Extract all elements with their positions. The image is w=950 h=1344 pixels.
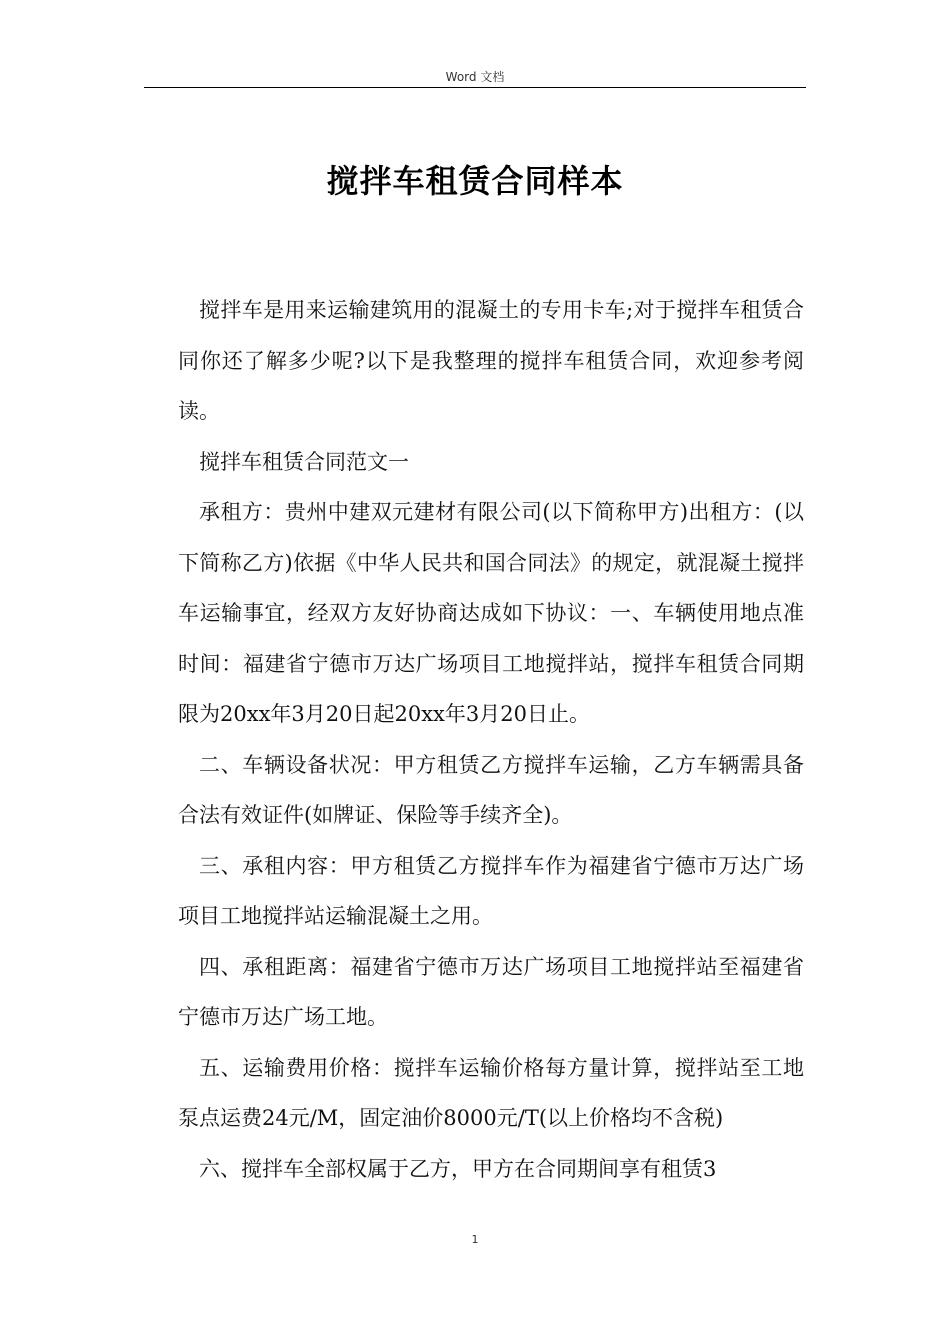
document-body [178, 285, 804, 1194]
paragraph-intro: 搅拌车是用来运输建筑用的混凝土的专用卡车;对于搅拌车租赁合同你还了解多少呢?以下是我整理的搅拌车租赁合同，欢迎参考阅读。 [178, 298, 804, 423]
paragraph-clause-2: 二、车辆设备状况：甲方租赁乙方搅拌车运输，乙方车辆需具备合法有效证件(如牌证、保险等手续齐全)。 [178, 752, 804, 827]
page-number: 1 [471, 1233, 479, 1246]
document-title: 搅拌车租赁合同样本 [326, 162, 624, 200]
paragraph-section-heading: 搅拌车租赁合同范文一 [199, 449, 409, 474]
paragraph-clause-6: 六、搅拌车全部权属于乙方，甲方在合同期间享有租赁3 [199, 1156, 717, 1181]
paragraph-clause-4: 四、承租距离：福建省宁德市万达广场项目工地搅拌站至福建省宁德市万达广场工地。 [178, 954, 804, 1029]
header-label: Word 文档 [445, 70, 505, 84]
paragraph-clause-5: 五、运输费用价格：搅拌车运输价格每方量计算，搅拌站至工地泵点运费24元/M，固定油价8000元/T(以上价格均不含税) [178, 1055, 804, 1130]
paragraph-parties: 承租方：贵州中建双元建材有限公司(以下简称甲方)出租方：(以下简称乙方)依据《中华人民共和国合同法》的规定，就混凝土搅拌车运输事宜，经双方友好协商达成如下协议：一、车辆使用地点准时间：福建省宁德市万达广场项目工地搅拌站，搅拌车租赁合同期限为20xx年3月20日起20xx年3月20日止。 [178, 500, 804, 726]
header-divider [144, 87, 806, 88]
paragraph-clause-3: 三、承租内容：甲方租赁乙方搅拌车作为福建省宁德市万达广场项目工地搅拌站运输混凝土之用。 [178, 853, 804, 928]
